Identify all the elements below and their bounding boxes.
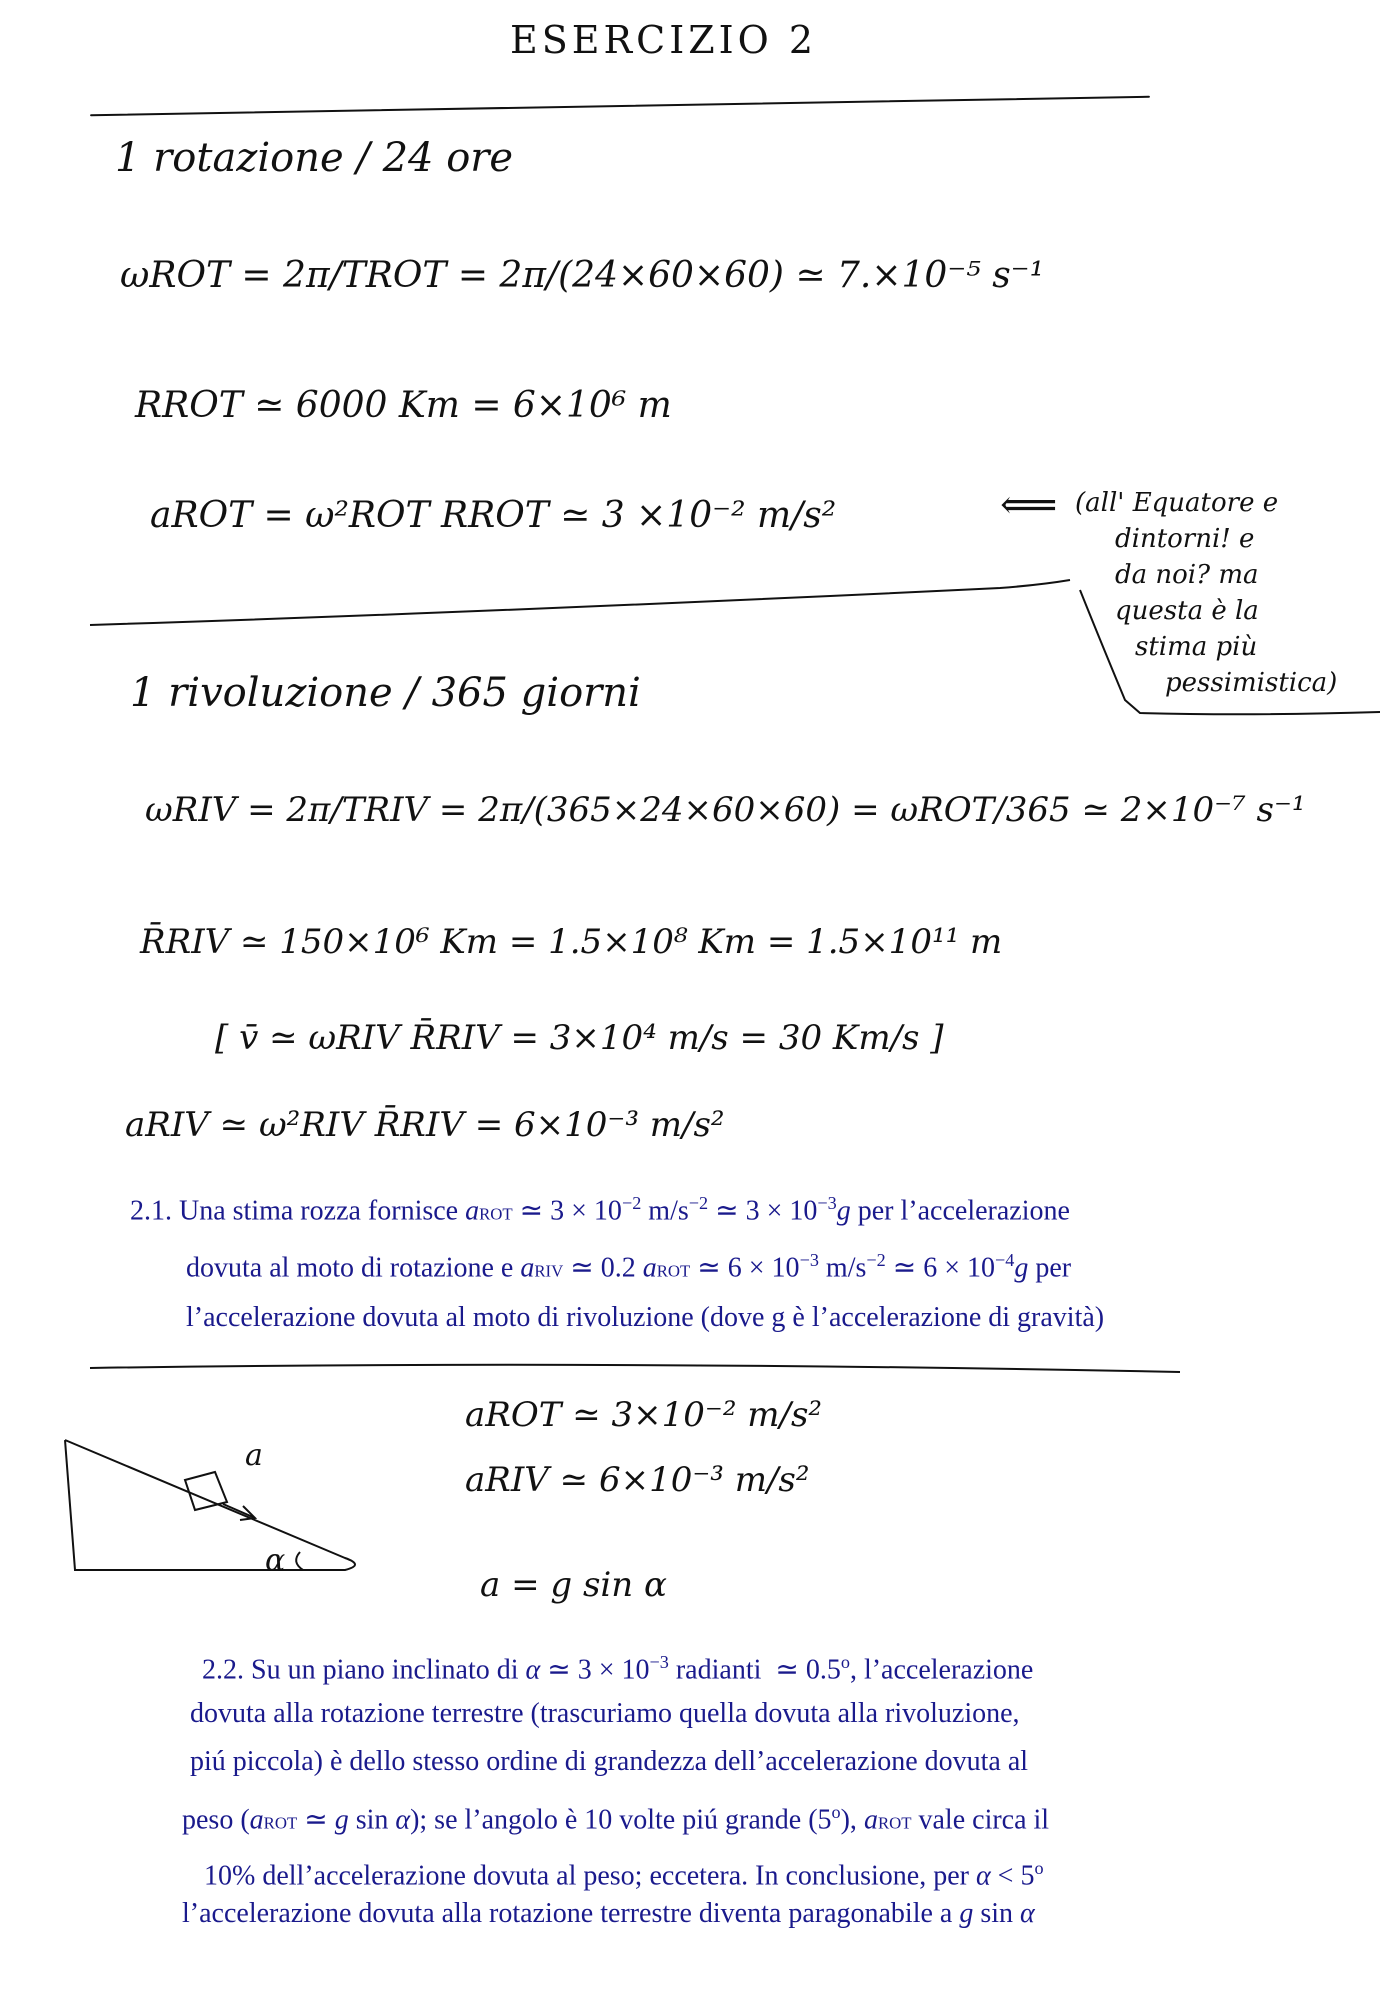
answer-text: l’accelerazione dovuta al moto di rivoluzione (dove g è l’accelerazione di gravità) (186, 1301, 1105, 1333)
block-on-incline (185, 1472, 227, 1510)
summary-revolution: aRIV ≃ 6×10⁻³ m/s² (465, 1460, 810, 1500)
answer-line: 2.2. Su un piano inclinato di α ≃ $3 \times 10^{-3}$ radianti ≃ 0.5$^o$, l’accelerazione (202, 1652, 1034, 1686)
answer-text: radianti (675, 1654, 762, 1686)
revolution-acceleration: aRIV ≃ ω²RIV R̄RIV = 6×10⁻³ m/s² (125, 1105, 725, 1145)
revolution-radius: R̄RIV ≃ 150×10⁶ Km = 1.5×10⁸ Km = 1.5×10¹¹ m (140, 922, 1003, 962)
answer-line: 10% dell’accelerazione dovuta al peso; eccetera. In conclusione, per $\alpha < 5^o$ (204, 1857, 1044, 1891)
answer-line: dovuta al moto di rotazione e aRIV ≃ 0.2 aROT ≃ $6 \times 10^{-3}$ $m/s^{-2}$ ≃ $6 \times 10^{-4}g$ per (186, 1250, 1072, 1284)
answer-2-1 (130, 1180, 1310, 1341)
answer-text: vale circa il (918, 1804, 1050, 1836)
answer-text: Su un piano inclinato di (251, 1654, 519, 1686)
acceleration-arrow (223, 1504, 255, 1518)
answer-text: 10% dell’accelerazione dovuta al peso; eccetera. In conclusione, per (204, 1859, 969, 1891)
rotation-heading: 1 rotazione / 24 ore (115, 135, 514, 181)
note-line: (all' Equatore e (1075, 488, 1279, 518)
page-title: ESERCIZIO 2 (510, 18, 818, 62)
note-line: questa è la (1115, 596, 1259, 626)
revolution-omega-formula: ωRIV = 2π/TRIV = 2π/(365×24×60×60) = ωROT/365 ≃ 2×10⁻⁷ s⁻¹ (145, 790, 1306, 830)
rotation-radius: RROT ≃ 6000 Km = 6×10⁶ m (135, 385, 672, 426)
rotation-omega-formula: ωROT = 2π/TROT = 2π/(24×60×60) ≃ 7.×10⁻⁵ s⁻¹ (120, 255, 1045, 296)
answer-text: l’accelerazione dovuta alla rotazione terrestre diventa paragonabile a (182, 1897, 953, 1929)
acceleration-label: a (245, 1438, 263, 1473)
angle-label: α (265, 1543, 286, 1578)
answer-line: dovuta alla rotazione terrestre (trascuriamo quella dovuta alla rivoluzione, (190, 1698, 1020, 1730)
note-line: da noi? ma (1115, 560, 1259, 590)
answer-line: piú piccola) è dello stesso ordine di grandezza dell’accelerazione dovuta al (190, 1746, 1029, 1778)
note-line: stima più (1135, 632, 1258, 662)
answer-text: dovuta al moto di rotazione e (186, 1252, 514, 1284)
note-line: pessimistica) (1165, 668, 1338, 698)
answer-line: 2.1. Una stima rozza fornisce aROT ≃ $3 \times 10^{-2}$ $m/s^{-2}$ ≃ $3 \times 10^{-3}g$ per l’accelerazione (130, 1193, 1070, 1227)
rotation-acceleration: aROT = ω²ROT RROT ≃ 3 ×10⁻² m/s² (150, 495, 837, 536)
answer-text: peso ( (182, 1804, 250, 1836)
inclined-plane-diagram (55, 1420, 365, 1600)
incline-outline (65, 1440, 355, 1570)
angle-arc (296, 1552, 303, 1570)
answer-number: 2.2. (202, 1654, 244, 1686)
answer-text: , l’accelerazione (849, 1654, 1034, 1686)
answer-text: per (1035, 1252, 1072, 1284)
summary-rotation: aROT ≃ 3×10⁻² m/s² (465, 1395, 823, 1435)
answer-text: ), (840, 1804, 857, 1836)
answer-text: Una stima rozza fornisce (179, 1195, 459, 1227)
note-line: dintorni! e (1115, 524, 1255, 554)
revolution-heading: 1 rivoluzione / 365 giorni (130, 670, 641, 716)
answer-text: per l’accelerazione (857, 1195, 1070, 1227)
note-arrow: ⟸ (1000, 482, 1058, 528)
answer-line: peso (aROT ≃ g sin α); se l’angolo è 10 volte piú grande (5$^o$), aROT vale circa il (182, 1802, 1050, 1836)
answer-2-2 (182, 1640, 1340, 1936)
answer-text: ); se l’angolo è 10 volte piú grande (5 (410, 1804, 832, 1836)
answer-number: 2.1. (130, 1195, 172, 1227)
summary-formula: a = g sin α (480, 1565, 667, 1605)
answer-line (130, 1295, 1310, 1341)
revolution-velocity: [ v̄ ≃ ωRIV R̄RIV = 3×10⁴ m/s = 30 Km/s ] (215, 1018, 944, 1058)
answer-line: l’accelerazione dovuta alla rotazione terrestre diventa paragonabile a g sin α (182, 1897, 1035, 1929)
